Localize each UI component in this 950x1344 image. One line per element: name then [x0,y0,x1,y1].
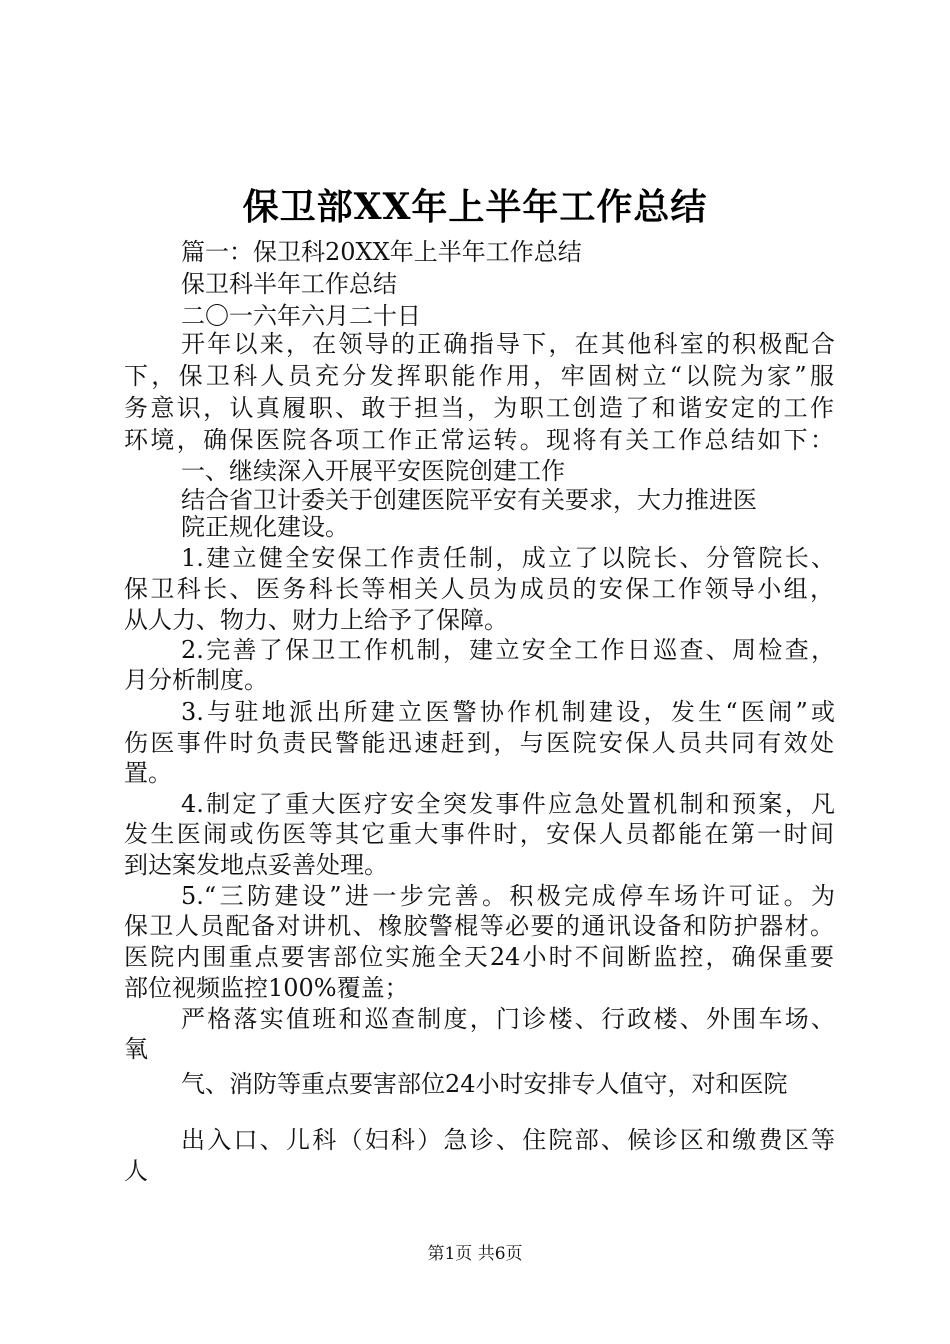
text-line: 5.“三防建设”进一步完善。积极完成停车场许可证。为 [181,882,835,910]
text-line: 从人力、物力、财力上给予了保障。 [124,606,508,634]
text-line: 二〇一六年六月二十日 [181,302,421,330]
text-line: 保卫科半年工作总结 [181,270,397,298]
document-title: 保卫部XX年上半年工作总结 [242,186,708,228]
text-line: 4.制定了重大医疗安全突发事件应急处置机制和预案，凡 [181,790,835,818]
text-line: 置。 [124,759,172,787]
text-line: 院正规化建设。 [181,513,349,541]
text-line: 2.完善了保卫工作机制，建立安全工作日巡查、周检查， [181,636,835,664]
text-line: 环境，确保医院各项工作正常运转。现将有关工作总结如下： [124,426,834,454]
text-line: 到达案发地点妥善处理。 [124,851,388,879]
text-line: 结合省卫计委关于创建医院平安有关要求，大力推进医 [181,486,757,514]
text-line: 部位视频监控100%覆盖； [124,974,409,1002]
text-line: 月分析制度。 [124,666,268,694]
text-line: 氧 [124,1035,148,1063]
text-line: 医院内围重点要害部位实施全天24小时不间断监控，确保重要 [124,943,834,971]
text-line: 严格落实值班和巡查制度，门诊楼、行政楼、外围车场、 [181,1005,835,1033]
text-line: 保卫科长、医务科长等相关人员为成员的安保工作领导小组， [124,575,834,603]
text-line: 人 [124,1157,148,1185]
text-line: 出入口、儿科（妇科）急诊、住院部、候诊区和缴费区等 [181,1126,835,1154]
text-line: 3.与驻地派出所建立医警协作机制建设，发生“医闹”或 [181,698,835,726]
text-line: 伤医事件时负责民警能迅速赶到，与医院安保人员共同有效处 [124,729,834,757]
text-line: 气、消防等重点要害部位24小时安排专人值守，对和医院 [181,1070,788,1098]
page-number: 第1页 共6页 [427,1244,523,1264]
text-line: 篇一：保卫科20XX年上半年工作总结 [181,238,582,266]
text-line: 务意识，认真履职、敢于担当，为职工创造了和谐安定的工作 [124,394,834,422]
section-heading: 一、继续深入开展平安医院创建工作 [181,457,565,485]
text-line: 下，保卫科人员充分发挥职能作用，牢固树立“以院为家”服 [124,362,834,390]
text-line: 1.建立健全安保工作责任制，成立了以院长、分管院长、 [181,544,835,572]
text-line: 开年以来，在领导的正确指导下，在其他科室的积极配合 [181,330,835,358]
text-line: 发生医闹或伤医等其它重大事件时，安保人员都能在第一时间 [124,820,834,848]
text-line: 保卫人员配备对讲机、橡胶警棍等必要的通讯设备和防护器材。 [124,912,834,940]
